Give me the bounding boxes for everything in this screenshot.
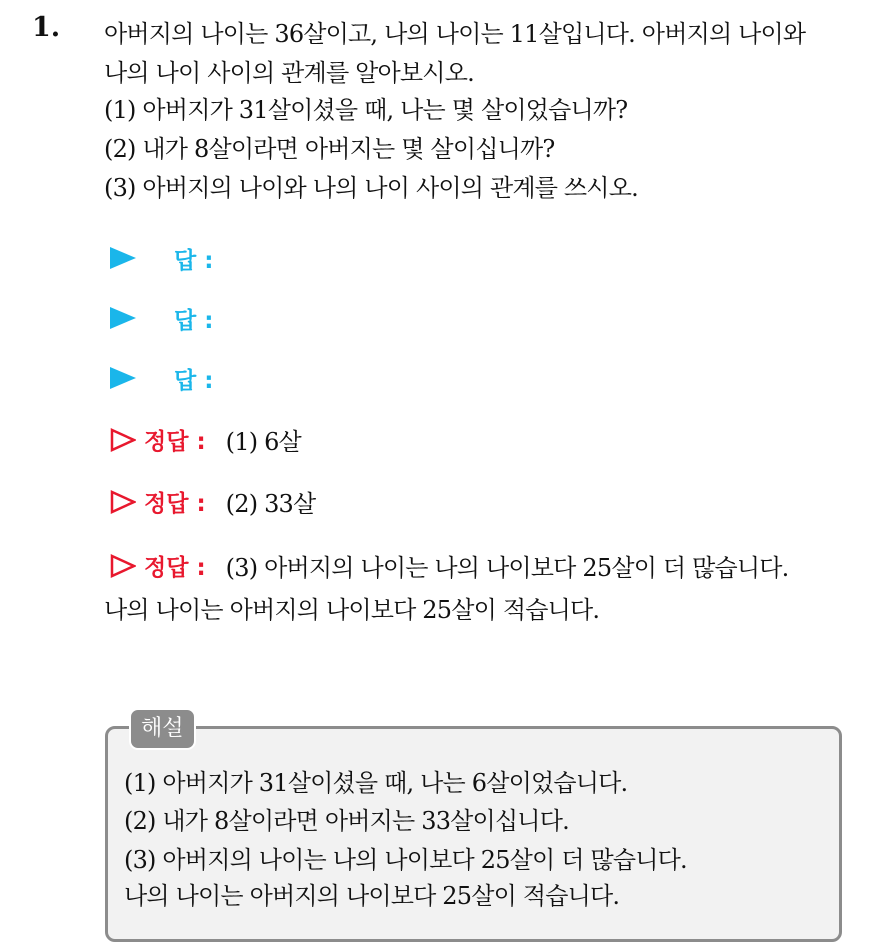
- outline-triangle-icon: [110, 428, 136, 452]
- play-triangle-icon: [110, 307, 136, 329]
- solution-row-1: [110, 422, 301, 457]
- solution-label: 정답 :: [144, 491, 206, 517]
- sub-question-3: (3) 아버지의 나이와 나의 나이 사이의 관계를 쓰시오.: [104, 174, 638, 202]
- sub-question-2: (2) 내가 8살이라면 아버지는 몇 살이십니까?: [104, 135, 555, 163]
- solution-text-2: (2) 33살: [225, 490, 316, 518]
- explanation-line-4: 나의 나이는 아버지의 나이보다 25살이 적습니다.: [124, 882, 620, 910]
- outline-triangle-icon: [110, 490, 136, 514]
- explanation-line-3: (3) 아버지의 나이는 나의 나이보다 25살이 더 많습니다.: [124, 846, 687, 874]
- solution-text-3: (3) 아버지의 나이는 나의 나이보다 25살이 더 많습니다.: [225, 554, 789, 582]
- answer-label: 답 :: [174, 307, 214, 334]
- answer-label: 답 :: [174, 367, 214, 394]
- outline-triangle-icon: [110, 554, 136, 578]
- solution-text-1: (1) 6살: [225, 428, 301, 456]
- answer-row-1: [110, 240, 213, 276]
- solution-label: 정답 :: [144, 429, 206, 455]
- solution-row-2: [110, 484, 315, 519]
- answer-row-3: [110, 360, 213, 396]
- answer-row-2: [110, 300, 213, 336]
- answer-label: 답 :: [174, 247, 214, 274]
- sub-question-1: (1) 아버지가 31살이셨을 때, 나는 몇 살이었습니까?: [104, 96, 628, 124]
- explanation-line-2: (2) 내가 8살이라면 아버지는 33살이십니다.: [124, 807, 569, 835]
- explanation-line-1: (1) 아버지가 31살이셨을 때, 나는 6살이었습니다.: [124, 769, 628, 797]
- solution-row-3: [110, 548, 789, 583]
- play-triangle-icon: [110, 247, 136, 269]
- solution-label: 정답 :: [144, 555, 206, 581]
- question-number: 1.: [32, 12, 61, 43]
- question-text: 나의 나이 사이의 관계를 알아보시오.: [104, 59, 474, 87]
- explanation-title: 해설: [129, 708, 196, 750]
- solution-text-3-continuation: 나의 나이는 아버지의 나이보다 25살이 적습니다.: [104, 596, 600, 624]
- question-text: 아버지의 나이는 36살이고, 나의 나이는 11살입니다. 아버지의 나이와: [104, 20, 806, 48]
- play-triangle-icon: [110, 367, 136, 389]
